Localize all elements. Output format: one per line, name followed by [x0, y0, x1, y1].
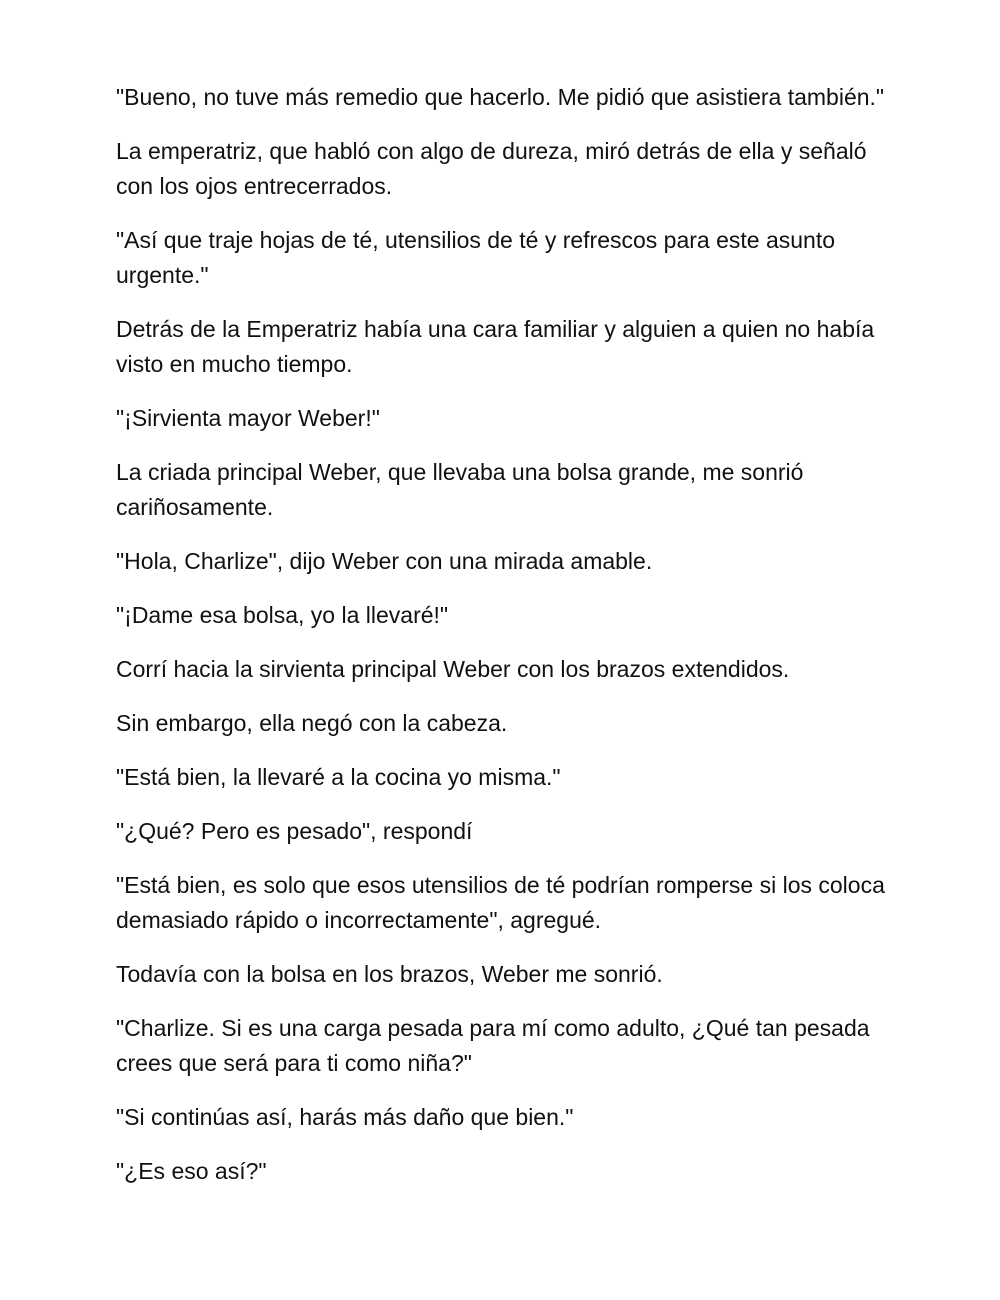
paragraph: "Así que traje hojas de té, utensilios de té y refrescos para este asunto urgente."	[116, 227, 836, 288]
paragraph: Corrí hacia la sirvienta principal Weber con los brazos extendidos.	[116, 656, 790, 682]
paragraph: "Hola, Charlize", dijo Weber con una mirada amable.	[116, 548, 653, 574]
paragraph: Detrás de la Emperatriz había una cara familiar y alguien a quien no había visto en mucho tiempo.	[116, 316, 875, 377]
paragraph: "Bueno, no tuve más remedio que hacerlo. Me pidió que asistiera también."	[116, 84, 885, 110]
paragraph: "¿Es eso así?"	[116, 1158, 267, 1184]
document-page	[116, 80, 906, 1208]
paragraph: Sin embargo, ella negó con la cabeza.	[116, 710, 508, 736]
paragraph: La emperatriz, que habló con algo de dureza, miró detrás de ella y señaló con los ojos entrecerrados.	[116, 138, 867, 199]
paragraph: "Si continúas así, harás más daño que bien."	[116, 1104, 574, 1130]
paragraph: "¿Qué? Pero es pesado", respondí	[116, 818, 473, 844]
paragraph: "Está bien, es solo que esos utensilios de té podrían romperse si los coloca demasiado rápido o incorrectamente", agregué.	[116, 872, 885, 933]
paragraph: "Está bien, la llevaré a la cocina yo misma."	[116, 764, 561, 790]
paragraph: "¡Sirvienta mayor Weber!"	[116, 405, 380, 431]
paragraph: "¡Dame esa bolsa, yo la llevaré!"	[116, 602, 449, 628]
paragraph: La criada principal Weber, que llevaba una bolsa grande, me sonrió cariñosamente.	[116, 459, 804, 520]
paragraph: Todavía con la bolsa en los brazos, Weber me sonrió.	[116, 961, 663, 987]
paragraph: "Charlize. Si es una carga pesada para mí como adulto, ¿Qué tan pesada crees que será para ti como niña?"	[116, 1015, 870, 1076]
